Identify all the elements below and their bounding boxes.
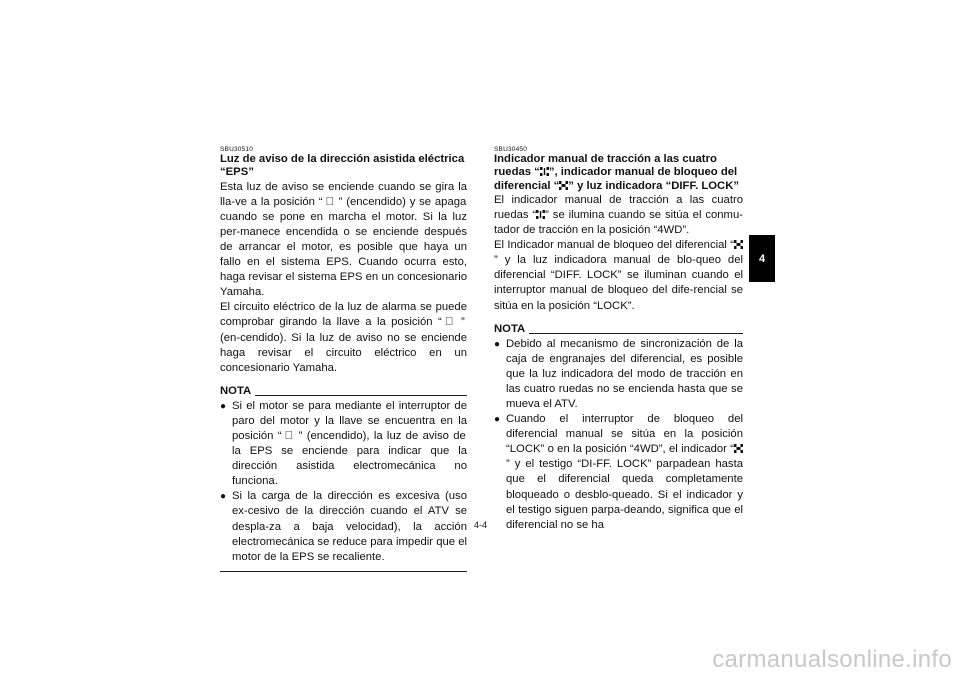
nota-text: NOTA [220,384,252,397]
section-code: SBU30510 [220,146,254,153]
nota-label [494,322,743,337]
diff-lock-icon [734,240,743,249]
bullet-icon: ● [494,338,501,350]
bullet-item [220,489,467,564]
bullet-icon: ● [494,414,501,426]
4wd-icon [540,167,549,176]
section-heading: Luz de aviso de la dirección asistida eléctrica “EPS” [220,153,465,179]
bullet-text: Cuando el interruptor de bloqueo del diferencial manual se sitúa en la posición “LOCK” o en la posición “4WD”, el indicador “” y el testigo “DI-FF. LOCK” parpadean hasta que el diferencial queda completamente bloqueado o desblo-queado. Si el indicador y el testigo siguen parpa-deando, significa que el diferencial no se ha [506,413,743,531]
nota-label [220,384,467,399]
diff-lock-icon [559,181,568,190]
right-column [494,146,743,533]
section-code: SBU30450 [494,146,528,153]
chapter-tab: 4 [749,235,775,282]
paragraph: El Indicador manual de bloqueo del diferencial “” y la luz indicadora manual de blo-queo del diferencial “DIFF. LOCK” se iluminan cuando el interruptor manual de bloqueo del dife-rencial se sitúa en la posición “LOCK”. [494,239,743,312]
section-heading: Indicador manual de tracción a las cuatro ruedas “ ”, indicador manual de bloqueo del diferencial “ ” y luz indicadora “DIFF. LOCK” [494,153,740,192]
bullet-icon: ● [220,400,227,412]
bullet-text: Si la carga de la dirección es excesiva (uso ex-cesivo de la dirección cuando el ATV se despla-za a baja velocidad), la acción electromecánica se reduce para impedir que el motor de la EPS se recaliente. [232,490,467,563]
bullet-text: Si el motor se para mediante el interruptor de paro del motor y la llave se encuentra en la posición “ ⃝ ” (encendido), la luz de aviso de la EPS se enciende para indicar que la dirección asistida electromecánica no funciona. [232,399,467,488]
diff-lock-icon [734,444,743,453]
paragraph: El circuito eléctrico de la luz de alarma se puede comprobar girando la llave a la posición “ ⃝ ” (en-cendido). Si la luz de aviso no se enciende haga revisar el circuito eléctrico en un concesionario Yamaha. [220,301,467,374]
bullet-item [494,337,743,412]
paragraph: Esta luz de aviso se enciende cuando se gira la lla-ve a la posición “ ⃝ ” (encendido) y se apaga cuando se pone en marcha el motor. Si la luz per-manece encendida o se enciende después de arrancar el motor, es posible que haya un fallo en el sistema EPS. Cuando ocurra esto, haga revisar el sistema EPS en un concesionario Yamaha. [220,180,467,299]
page-number: 4-4 [474,520,488,530]
bullet-text: Debido al mecanismo de sincronización de la caja de engranajes del diferencial, es posible que la luz indicadora del modo de tracción en las cuatro ruedas no se encienda hasta que se mueva el ATV. [506,337,743,411]
bullet-item [494,412,743,533]
bullet-item [220,399,467,490]
left-column [220,146,467,572]
watermark: carmanualsonline.info [712,646,952,673]
nota-text: NOTA [494,322,526,335]
divider [220,571,467,572]
4wd-icon [536,210,545,219]
bullet-icon: ● [220,491,227,503]
paragraph: El indicador manual de tracción a las cuatro ruedas “ ” se ilumina cuando se sitúa el conmu-tador de tracción en la posición “4WD”. [494,193,743,237]
